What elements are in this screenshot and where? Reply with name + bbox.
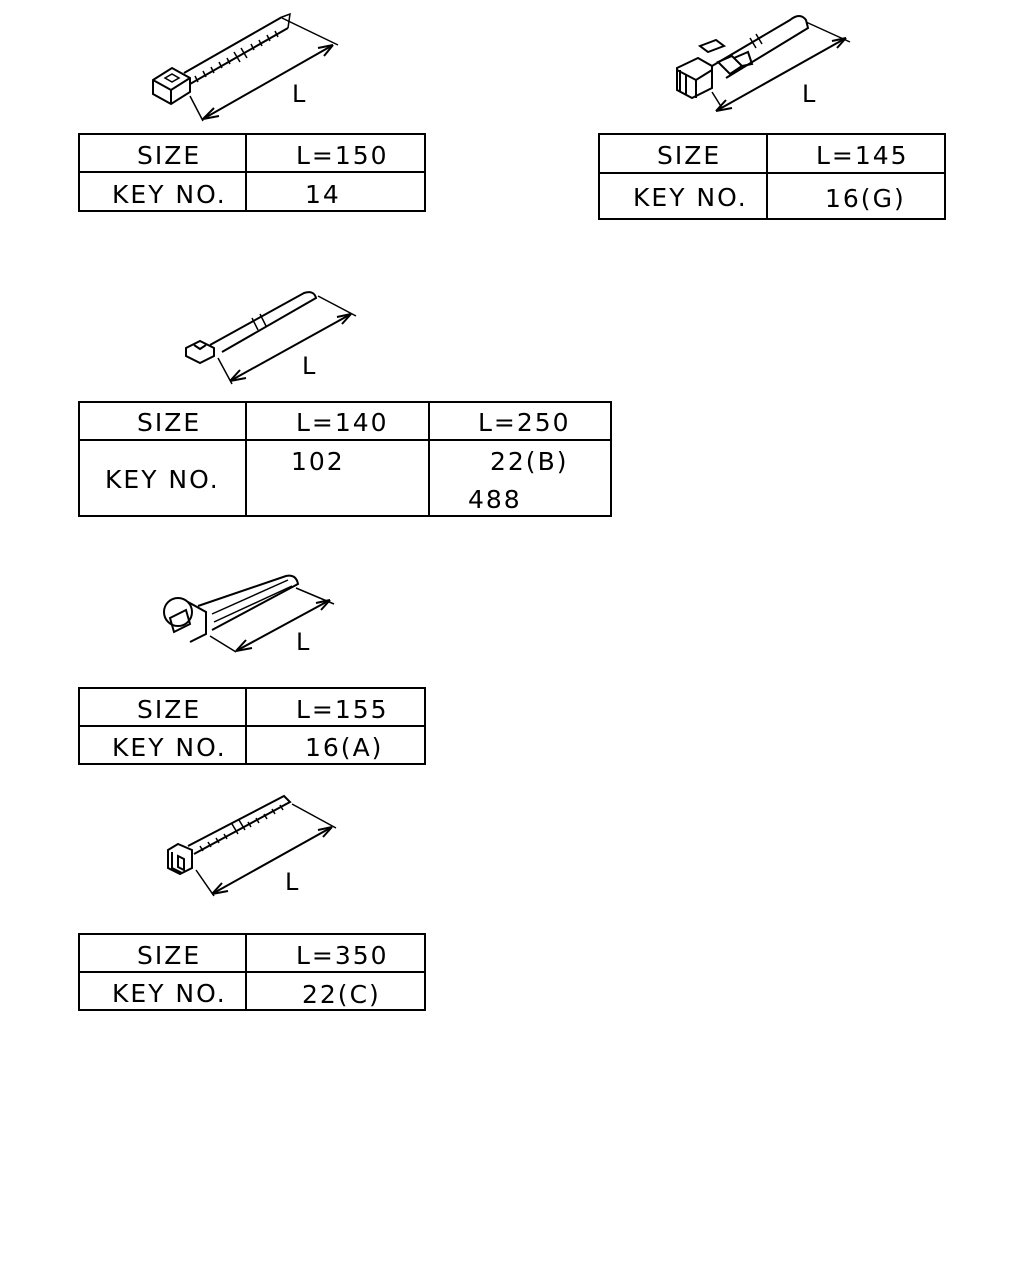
key-no-label: KEY NO. <box>105 465 220 494</box>
size-value-header: L=150 <box>296 141 389 170</box>
cable-tie-illustration-5 <box>168 796 336 896</box>
spec-table-4 <box>79 688 425 764</box>
size-value-header: L=350 <box>296 941 389 970</box>
key-no-label: KEY NO. <box>112 979 227 1008</box>
spec-table-1 <box>79 134 425 211</box>
key-no-value: 16(A) <box>305 733 384 762</box>
edge-clip-tie-illustration-4 <box>164 576 334 656</box>
push-mount-tie-illustration-3 <box>186 292 356 384</box>
size-header: SIZE <box>657 141 722 170</box>
key-no-value: 16(G) <box>825 184 906 213</box>
cable-tie-illustration-1 <box>153 14 338 121</box>
key-no-label: KEY NO. <box>633 183 748 212</box>
size-value-header: L=145 <box>816 141 909 170</box>
spec-table-2 <box>599 134 945 219</box>
dimension-label: L <box>292 80 306 108</box>
spec-table-3 <box>79 402 611 516</box>
size-header: SIZE <box>137 408 202 437</box>
dimension-label: L <box>302 352 316 380</box>
dimension-label: L <box>285 868 299 896</box>
clip-band-illustration-2 <box>677 16 850 111</box>
size-value-header: L=155 <box>296 695 389 724</box>
key-no-value: 488 <box>468 485 522 514</box>
size-value-header: L=140 <box>296 408 389 437</box>
size-header: SIZE <box>137 941 202 970</box>
dimension-label: L <box>296 628 310 656</box>
key-no-value: 22(C) <box>302 980 381 1009</box>
spec-table-5 <box>79 934 425 1010</box>
key-no-value: 14 <box>305 180 341 209</box>
key-no-value: 22(B) <box>490 447 569 476</box>
size-header: SIZE <box>137 141 202 170</box>
size-value-header: L=250 <box>478 408 571 437</box>
size-header: SIZE <box>137 695 202 724</box>
key-no-label: KEY NO. <box>112 180 227 209</box>
dimension-label: L <box>802 80 816 108</box>
key-no-label: KEY NO. <box>112 733 227 762</box>
key-no-value: 102 <box>291 447 345 476</box>
